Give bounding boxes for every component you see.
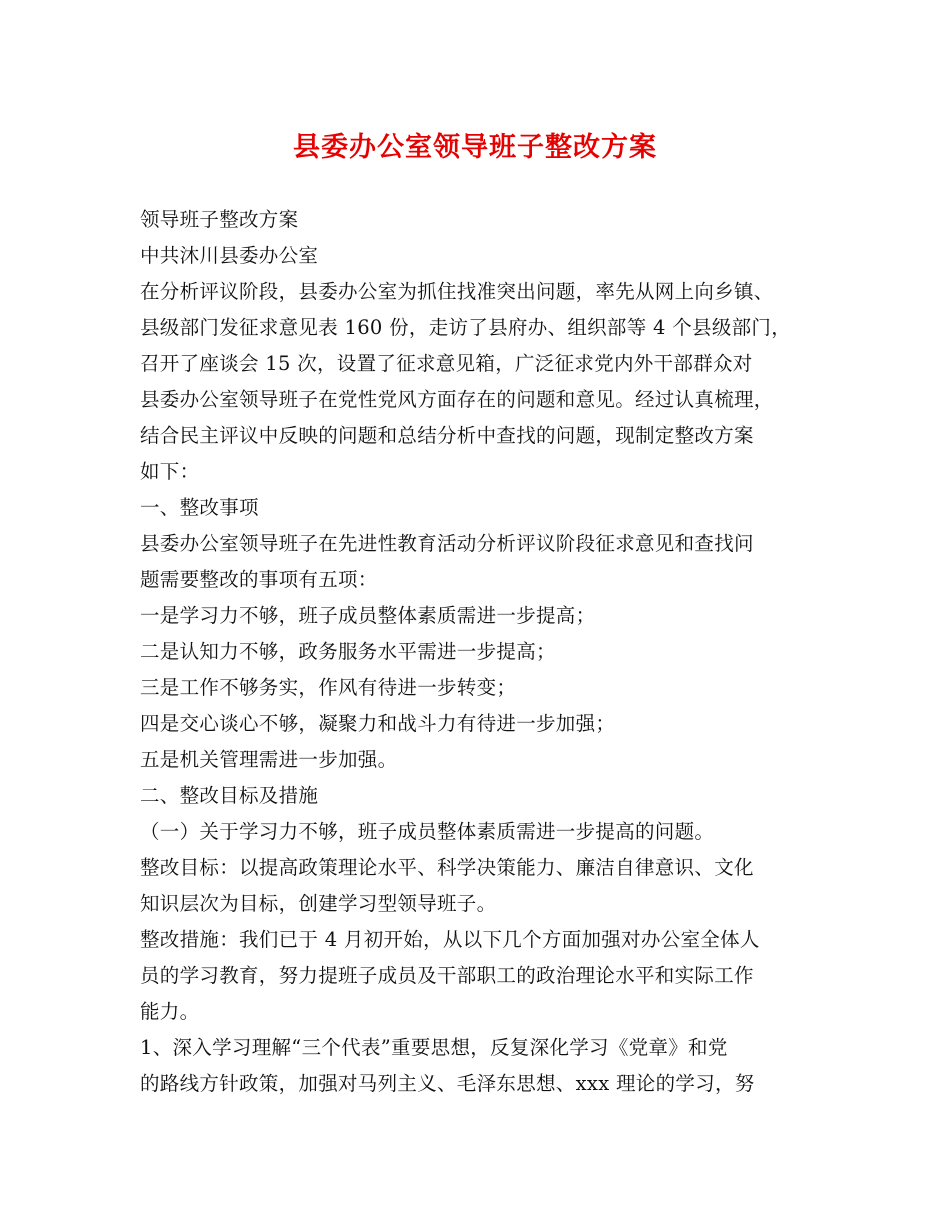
text-line: 召开了座谈会 15 次，设置了征求意见箱，广泛征求党内外干部群众对 — [140, 352, 753, 375]
text-line: 县级部门发征求意见表 160 份，走访了县府办、组织部等 4 个县级部门， — [140, 316, 792, 339]
text-line: 1、深入学习理解“三个代表”重要思想，反复深化学习《党章》和党 — [140, 1036, 728, 1059]
text-line: 中共沐川县委办公室 — [140, 244, 319, 267]
list-item: 二是认知力不够，政务服务水平需进一步提高； — [140, 640, 556, 663]
text-line: 如下： — [140, 460, 200, 483]
text-line: 知识层次为目标，创建学习型领导班子。 — [140, 892, 497, 915]
document-body — [140, 202, 820, 1102]
text-line: 结合民主评议中反映的问题和总结分析中查找的问题，现制定整改方案 — [140, 424, 754, 447]
text-line: 整改措施：我们已于 4 月初开始，从以下几个方面加强对办公室全体人 — [140, 928, 760, 951]
text-line: 县委办公室领导班子在先进性教育活动分析评议阶段征求意见和查找问 — [140, 532, 754, 555]
subsection-heading: （一）关于学习力不够，班子成员整体素质需进一步提高的问题。 — [140, 820, 715, 843]
list-item: 四是交心谈心不够，凝聚力和战斗力有待进一步加强； — [140, 712, 616, 735]
text-line: 的路线方针政策，加强对马列主义、毛泽东思想、xxx 理论的学习，努 — [140, 1072, 755, 1095]
list-item: 五是机关管理需进一步加强。 — [140, 748, 398, 771]
text-line: 能力。 — [140, 1000, 200, 1023]
text-line: 县委办公室领导班子在党性党风方面存在的问题和意见。经过认真梳理， — [140, 388, 774, 411]
list-item: 一是学习力不够，班子成员整体素质需进一步提高； — [140, 604, 596, 627]
text-line: 在分析评议阶段，县委办公室为抓住找准突出问题，率先从网上向乡镇、 — [140, 280, 774, 303]
document-title: 县委办公室领导班子整改方案 — [293, 132, 657, 163]
list-item: 三是工作不够务实，作风有待进一步转变； — [140, 676, 517, 699]
text-line: 题需要整改的事项有五项： — [140, 568, 378, 591]
text-line: 领导班子整改方案 — [140, 208, 299, 231]
text-line: 员的学习教育，努力提班子成员及干部职工的政治理论水平和实际工作 — [140, 964, 754, 987]
section-heading: 二、整改目标及措施 — [140, 784, 319, 807]
text-line: 整改目标：以提高政策理论水平、科学决策能力、廉洁自律意识、文化 — [140, 856, 754, 879]
section-heading: 一、整改事项 — [140, 496, 259, 519]
